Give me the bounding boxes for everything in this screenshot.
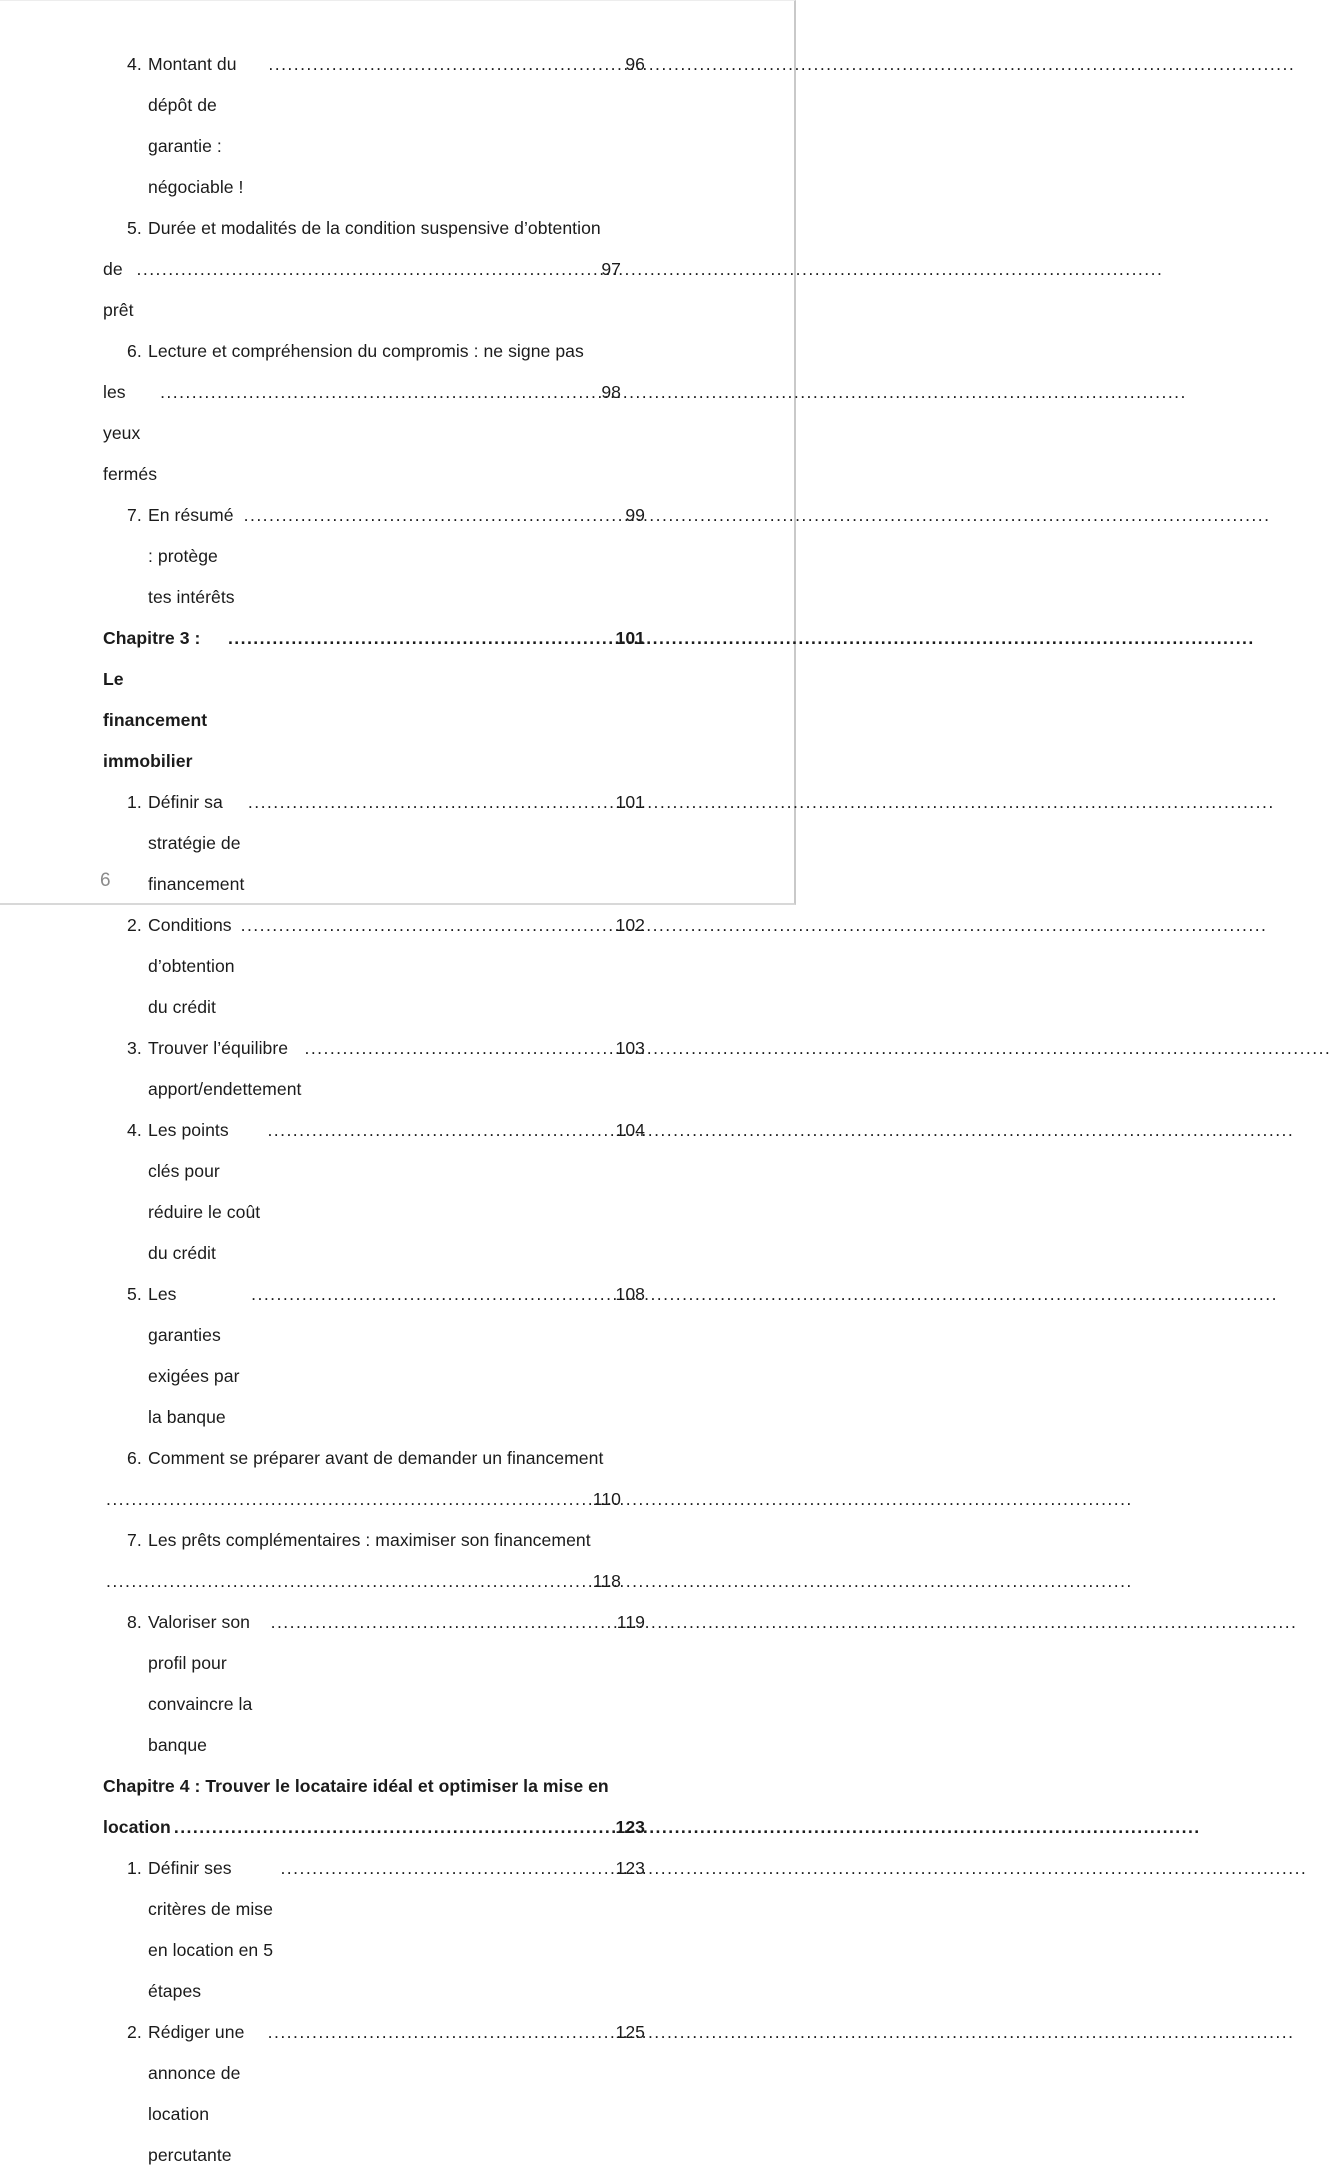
toc-entry-title: Chapitre 3 : Le financement immobilier — [103, 628, 208, 771]
toc-entry-title-continued: les yeux fermés — [103, 382, 158, 484]
toc-sub-entry[interactable] — [103, 1602, 645, 1766]
toc-sub-entry[interactable] — [103, 1848, 645, 2012]
toc-sub-entry[interactable] — [103, 1274, 645, 1438]
toc-entry-number: 5. — [127, 1284, 142, 1304]
toc-entry-page-number: 101 — [615, 628, 645, 648]
toc-entry-line — [103, 618, 645, 782]
toc-entry-title: Les prêts complémentaires : maximiser son financement — [148, 1530, 591, 1550]
toc-entry-number: 3. — [127, 1038, 142, 1058]
dot-leader — [241, 905, 612, 946]
toc-entry-page-number: 118 — [592, 1571, 621, 1591]
toc-sub-entry[interactable] — [103, 1110, 645, 1274]
dot-leader — [251, 1274, 611, 1315]
toc-sub-entry[interactable] — [103, 782, 645, 905]
toc-entry-page-number: 119 — [616, 1612, 645, 1632]
toc-entry-number: 6. — [127, 1448, 142, 1468]
dot-leader — [174, 1807, 615, 1848]
toc-entry-title: Conditions d’obtention du crédit — [148, 915, 235, 1017]
toc-entry-line — [127, 1520, 645, 1561]
toc-entry-page-number: 96 — [625, 54, 645, 74]
toc-chapter-entry[interactable] — [103, 618, 645, 782]
toc-entry-line — [127, 208, 645, 249]
toc-entry-line — [127, 1602, 645, 1766]
toc-entry-page-number: 98 — [601, 382, 621, 402]
toc-entry-page-number: 99 — [625, 505, 645, 525]
toc-entry-number: 4. — [127, 54, 142, 74]
toc-entry-title-continued: de prêt — [103, 259, 134, 320]
toc-entry-page-number: 103 — [615, 1038, 645, 1058]
toc-entry-page-number: 104 — [615, 1120, 645, 1140]
toc-entry-continuation-line — [103, 1807, 645, 1848]
toc-entry-number: 8. — [127, 1612, 142, 1632]
toc-sub-entry[interactable] — [103, 208, 645, 331]
toc-entry-title: Trouver l’équilibre apport/endettement — [148, 1038, 302, 1099]
toc-entry-line — [127, 1274, 645, 1438]
dot-leader — [244, 495, 622, 536]
toc-entry-title: Valoriser son profil pour convaincre la banque — [148, 1612, 253, 1755]
toc-entry-number: 1. — [127, 792, 142, 812]
toc-entry-continuation-line — [103, 249, 621, 331]
toc-entry-number: 2. — [127, 2022, 142, 2042]
dot-leader — [267, 1110, 611, 1151]
dot-leader — [106, 1561, 592, 1602]
toc-entry-title: Les points clés pour réduire le coût du crédit — [148, 1120, 261, 1263]
toc-entry-title: Montant du dépôt de garantie : négociable ! — [148, 54, 244, 197]
dot-leader — [137, 249, 601, 290]
toc-entry-number: 4. — [127, 1120, 142, 1140]
toc-entry-line — [127, 2012, 645, 2176]
toc-entry-number: 1. — [127, 1858, 142, 1878]
page-number-footer: 6 — [100, 870, 111, 891]
toc-sub-entry[interactable] — [103, 1520, 645, 1602]
table-of-contents-list — [103, 44, 645, 2176]
toc-sub-entry[interactable] — [103, 2012, 645, 2176]
toc-entry-continuation-line — [103, 1561, 621, 1602]
toc-entry-page-number: 123 — [615, 1817, 645, 1837]
toc-entry-page-number: 108 — [615, 1284, 645, 1304]
toc-entry-line — [127, 1848, 645, 2012]
toc-entry-title-continued: location — [103, 1817, 171, 1837]
toc-entry-page-number: 97 — [601, 259, 621, 279]
dot-leader — [160, 372, 600, 413]
toc-entry-number: 7. — [127, 1530, 142, 1550]
toc-entry-title: Définir ses critères de mise en location en 5 étapes — [148, 1858, 274, 2001]
toc-entry-title: Les garanties exigées par la banque — [148, 1284, 240, 1427]
toc-sub-entry[interactable] — [103, 1028, 645, 1110]
toc-sub-entry[interactable] — [103, 1438, 645, 1520]
toc-entry-line — [127, 1028, 645, 1110]
toc-entry-line — [127, 1438, 645, 1479]
toc-entry-title: Chapitre 4 : Trouver le locataire idéal et optimiser la mise en — [103, 1776, 609, 1796]
toc-entry-continuation-line — [103, 372, 621, 495]
toc-entry-line — [127, 782, 645, 905]
toc-entry-page-number: 101 — [615, 792, 645, 812]
dot-leader — [268, 2012, 612, 2053]
toc-entry-title: Durée et modalités de la condition suspensive d’obtention — [148, 218, 601, 238]
toc-entry-page-number: 123 — [615, 1858, 645, 1878]
dot-leader — [280, 1848, 611, 1889]
toc-entry-number: 6. — [127, 341, 142, 361]
toc-entry-line — [127, 905, 645, 1028]
toc-entry-page-number: 125 — [615, 2022, 645, 2042]
dot-leader — [228, 618, 612, 659]
dot-leader — [268, 44, 621, 85]
toc-entry-continuation-line — [103, 1479, 621, 1520]
toc-entry-number: 2. — [127, 915, 142, 935]
toc-entry-title: Lecture et compréhension du compromis : ne signe pas — [148, 341, 584, 361]
toc-sub-entry[interactable] — [103, 331, 645, 495]
dot-leader — [248, 782, 612, 823]
toc-entry-title: En résumé : protège tes intérêts — [148, 505, 235, 607]
dot-leader — [106, 1479, 592, 1520]
toc-chapter-entry[interactable] — [103, 1766, 645, 1848]
toc-entry-line — [127, 331, 645, 372]
toc-entry-line — [127, 1110, 645, 1274]
toc-entry-line — [127, 495, 645, 618]
toc-sub-entry[interactable] — [103, 44, 645, 208]
toc-sub-entry[interactable] — [103, 495, 645, 618]
toc-entry-title: Comment se préparer avant de demander un financement — [148, 1448, 604, 1468]
toc-entry-title: Rédiger une annonce de location percutante — [148, 2022, 245, 2165]
toc-entry-page-number: 102 — [615, 915, 645, 935]
toc-entry-line — [127, 44, 645, 208]
toc-entry-line — [103, 1766, 645, 1807]
toc-entry-title: Définir sa stratégie de financement — [148, 792, 245, 894]
toc-entry-number: 7. — [127, 505, 142, 525]
dot-leader — [271, 1602, 613, 1643]
toc-sub-entry[interactable] — [103, 905, 645, 1028]
dot-leader — [304, 1028, 611, 1069]
toc-entry-page-number: 110 — [592, 1489, 621, 1509]
toc-entry-number: 5. — [127, 218, 142, 238]
